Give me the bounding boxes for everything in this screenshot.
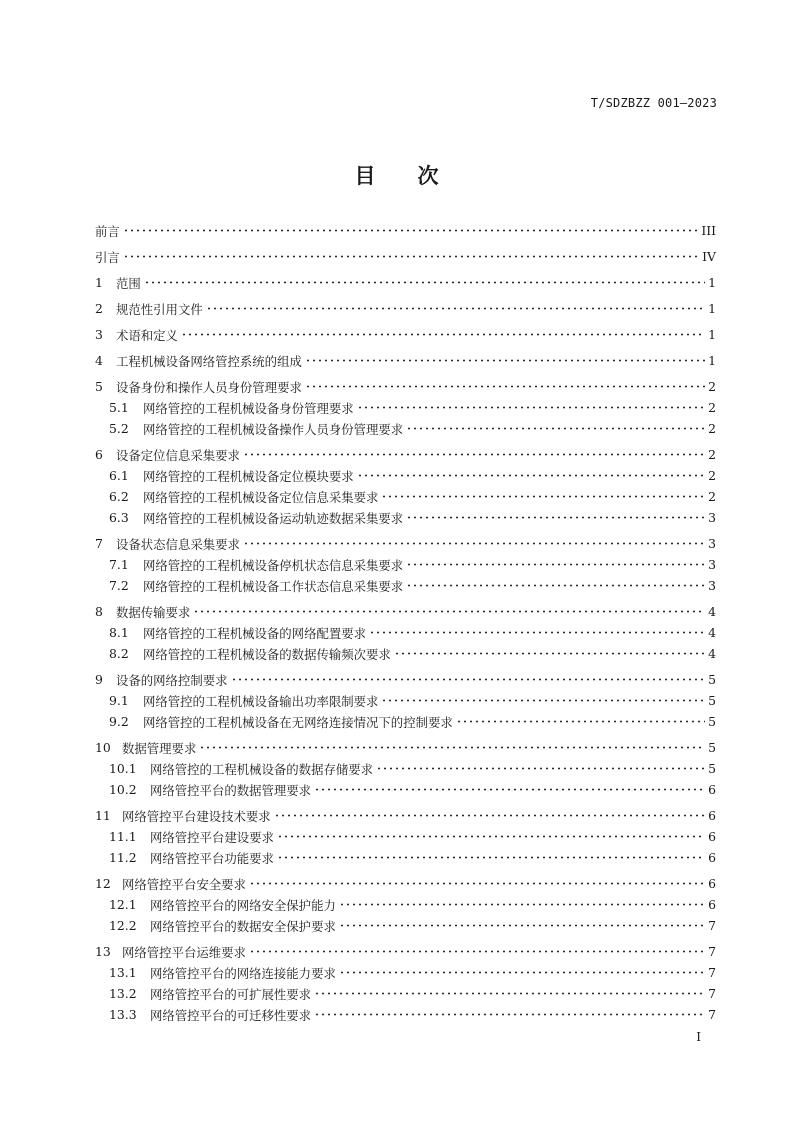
toc-dot-leader [314,1013,705,1016]
toc-subentry[interactable] [95,690,716,711]
toc-entry-title: 网络管控的工程机械设备停机状态信息采集要求 [143,557,404,573]
toc-entry-title: 网络管控的工程机械设备的数据存储要求 [150,761,374,777]
toc-entry-title: 网络管控的工程机械设备定位模块要求 [143,468,354,484]
toc-entry-number: 10.1 [109,761,137,776]
toc-dot-leader [314,992,705,995]
toc-subentry[interactable] [95,507,716,528]
toc-entry[interactable] [95,873,716,894]
toc-entry-title: 网络管控的工程机械设备身份管理要求 [143,400,354,416]
toc-entry-title: 设备身份和操作人员身份管理要求 [116,379,302,395]
toc-entry-page: 5 [708,740,716,755]
toc-dot-leader [249,950,705,953]
toc-entry-page: 6 [708,829,716,844]
toc-subentry[interactable] [95,643,716,664]
toc-dot-leader [123,255,699,258]
toc-subentry[interactable] [95,575,716,596]
toc-subentry[interactable] [95,418,716,439]
toc-subentry[interactable] [95,397,716,418]
toc-entry[interactable] [95,324,716,345]
toc-entry-page: 3 [708,510,716,525]
toc-entry-title: 网络管控的工程机械设备输出功率限制要求 [143,693,379,709]
toc-dot-leader [406,427,705,430]
toc-entry-title: 数据传输要求 [116,604,191,620]
toc-subentry[interactable] [95,983,716,1004]
toc-entry-title: 网络管控平台安全要求 [122,876,246,892]
toc-entry-number: 8.2 [109,646,129,661]
toc-entry-page: 5 [708,693,716,708]
toc-entry-number: 12 [95,876,111,891]
toc-entry-page: 2 [708,421,716,436]
toc-entry[interactable] [95,220,716,241]
toc-entry[interactable] [95,669,716,690]
toc-dot-leader [406,563,705,566]
toc-dot-leader [243,453,705,456]
toc-entry-page: 6 [708,850,716,865]
toc-entry-title: 网络管控的工程机械设备的网络配置要求 [143,625,367,641]
toc-entry-page: 6 [708,876,716,891]
toc-entry-page: 6 [708,782,716,797]
toc-dot-leader [305,359,705,362]
toc-dot-leader [339,903,705,906]
toc-dot-leader [274,814,705,817]
toc-entry-number: 6.2 [109,489,129,504]
toc-entry-title: 工程机械设备网络管控系统的组成 [116,353,302,369]
toc-entry-page: 3 [708,536,716,551]
toc-subentry[interactable] [95,486,716,507]
toc-dot-leader [249,882,705,885]
toc-entry-title: 网络管控平台功能要求 [150,850,274,866]
toc-entry-title: 网络管控的工程机械设备定位信息采集要求 [143,489,379,505]
toc-subentry[interactable] [95,554,716,575]
toc-entry-page: 2 [708,447,716,462]
toc-dot-leader [406,516,705,519]
toc-entry[interactable] [95,941,716,962]
toc-entry-page: IV [702,249,716,264]
toc-entry-number: 12.1 [109,897,137,912]
toc-entry-number: 10.2 [109,782,137,797]
toc-entry-title: 术语和定义 [116,327,178,343]
toc-dot-leader [456,720,705,723]
toc-entry-page: 1 [708,327,716,342]
toc-entry-title: 网络管控的工程机械设备的数据传输频次要求 [143,646,391,662]
toc-entry-number: 5 [95,379,103,394]
toc-entry-number: 8 [95,604,103,619]
toc-entry-number: 6.3 [109,510,129,525]
toc-entry[interactable] [95,737,716,758]
toc-title-char-2: 次 [417,164,439,188]
toc-dot-leader [339,924,705,927]
toc-entry-number: 9.2 [109,714,129,729]
toc-entry-page: 6 [708,808,716,823]
toc-entry-number: 6.1 [109,468,129,483]
toc-entry-number: 9 [95,672,103,687]
toc-dot-leader [206,307,705,310]
toc-entry[interactable] [95,298,716,319]
toc-subentry[interactable] [95,962,716,983]
toc-entry-number: 3 [95,327,103,342]
toc-entry-title: 网络管控平台的可迁移性要求 [150,1007,312,1023]
toc-entry-title: 范围 [116,275,141,291]
toc-dot-leader [305,385,705,388]
toc-entry-title: 网络管控平台的数据安全保护要求 [150,918,336,934]
toc-entry-title: 网络管控的工程机械设备工作状态信息采集要求 [143,578,404,594]
toc-dot-leader [357,406,705,409]
document-code: T/SDZBZZ 001—2023 [590,96,717,110]
toc-entry[interactable] [95,444,716,465]
toc-entry-title: 网络管控的工程机械设备在无网络连接情况下的控制要求 [143,714,453,730]
toc-entry-page: 3 [708,557,716,572]
toc-dot-leader [314,788,705,791]
toc-dot-leader [394,652,705,655]
toc-entry-number: 8.1 [109,625,129,640]
toc-entry-page: 5 [708,672,716,687]
toc-entry-title: 网络管控平台的数据管理要求 [150,782,312,798]
toc-entry-number: 13.1 [109,965,137,980]
toc-dot-leader [381,495,705,498]
toc-entry-number: 4 [95,353,103,368]
toc-entry-page: 1 [708,353,716,368]
toc-entry-page: 6 [708,897,716,912]
toc-entry-number: 10 [95,740,111,755]
toc-entry-number: 11.2 [109,850,137,865]
toc-subentry[interactable] [95,915,716,936]
toc-dot-leader [277,856,705,859]
toc-entry-title: 设备定位信息采集要求 [116,447,240,463]
toc-dot-leader [406,584,705,587]
toc-entry-page: 7 [708,1007,716,1022]
toc-entry-title: 规范性引用文件 [116,301,203,317]
toc-dot-leader [339,971,705,974]
toc-entry-page: 2 [708,468,716,483]
toc-entry-title: 网络管控的工程机械设备运动轨迹数据采集要求 [143,510,404,526]
toc-entry-title: 网络管控平台的网络连接能力要求 [150,965,336,981]
toc-entry-title: 设备的网络控制要求 [116,672,228,688]
toc-entry[interactable] [95,805,716,826]
toc-entry-title: 网络管控平台建设技术要求 [122,808,271,824]
toc-dot-leader [231,678,705,681]
toc-entry-page: 4 [708,604,716,619]
toc-entry-page: 7 [708,918,716,933]
toc-dot-leader [357,474,705,477]
toc-entry-number: 1 [95,275,103,290]
toc-entry-number: 2 [95,301,103,316]
toc-entry-number: 11 [95,808,111,823]
toc-entry-page: 4 [708,646,716,661]
toc-subentry[interactable] [95,622,716,643]
toc-entry-page: 4 [708,625,716,640]
toc-entry-title: 设备状态信息采集要求 [116,536,240,552]
toc-entry-number: 12.2 [109,918,137,933]
toc-entry-page: 5 [708,761,716,776]
toc-subentry[interactable] [95,847,716,868]
toc-dot-leader [376,767,705,770]
toc-entry-title: 网络管控平台的网络安全保护能力 [150,897,336,913]
toc-entry-number: 7.1 [109,557,129,572]
toc-entry-page: 7 [708,944,716,959]
toc-subentry[interactable] [95,1004,716,1025]
toc-dot-leader [199,746,705,749]
toc-dot-leader [277,835,705,838]
toc-entry[interactable] [95,350,716,371]
toc-entry-page: 1 [708,301,716,316]
toc-entry[interactable] [95,601,716,622]
toc-dot-leader [144,281,705,284]
toc-entry-page: 2 [708,379,716,394]
toc-dot-leader [243,542,705,545]
toc-entry-page: 1 [708,275,716,290]
toc-entry-number: 7.2 [109,578,129,593]
toc-entry-number: 7 [95,536,103,551]
toc-entry-title: 网络管控平台运维要求 [122,944,246,960]
toc-dot-leader [181,333,705,336]
toc-entry-page: III [701,223,716,238]
toc-dot-leader [381,699,705,702]
toc-entry-page: 2 [708,489,716,504]
toc-entry-page: 7 [708,965,716,980]
toc-entry[interactable] [95,246,716,267]
toc-entry-number: 13 [95,944,111,959]
toc-dot-leader [193,610,705,613]
page-number: I [696,1030,701,1044]
toc-dot-leader [369,631,705,634]
toc-entry-title: 前言 [95,223,120,239]
toc-entry-number: 11.1 [109,829,137,844]
toc-title-char-1: 目 [354,164,376,188]
toc-entry[interactable] [95,533,716,554]
toc-subentry[interactable] [95,779,716,800]
toc-entry-number: 5.1 [109,400,129,415]
toc-entry-page: 7 [708,986,716,1001]
toc-title [0,160,793,190]
toc-entry-page: 3 [708,578,716,593]
toc-subentry[interactable] [95,894,716,915]
toc-entry-title: 数据管理要求 [122,740,197,756]
toc-entry-title: 引言 [95,249,120,265]
toc-entry-number: 9.1 [109,693,129,708]
toc-entry-number: 13.3 [109,1007,137,1022]
toc-entry-page: 5 [708,714,716,729]
toc-subentry[interactable] [95,826,716,847]
toc-entry[interactable] [95,376,716,397]
toc-entry-page: 2 [708,400,716,415]
table-of-contents [95,220,716,1025]
toc-subentry[interactable] [95,711,716,732]
toc-entry-number: 6 [95,447,103,462]
toc-dot-leader [123,229,699,232]
toc-subentry[interactable] [95,465,716,486]
toc-entry-number: 13.2 [109,986,137,1001]
toc-entry-number: 5.2 [109,421,129,436]
toc-entry-title: 网络管控平台建设要求 [150,829,274,845]
toc-entry-title: 网络管控的工程机械设备操作人员身份管理要求 [143,421,404,437]
toc-entry[interactable] [95,272,716,293]
toc-subentry[interactable] [95,758,716,779]
toc-entry-title: 网络管控平台的可扩展性要求 [150,986,312,1002]
